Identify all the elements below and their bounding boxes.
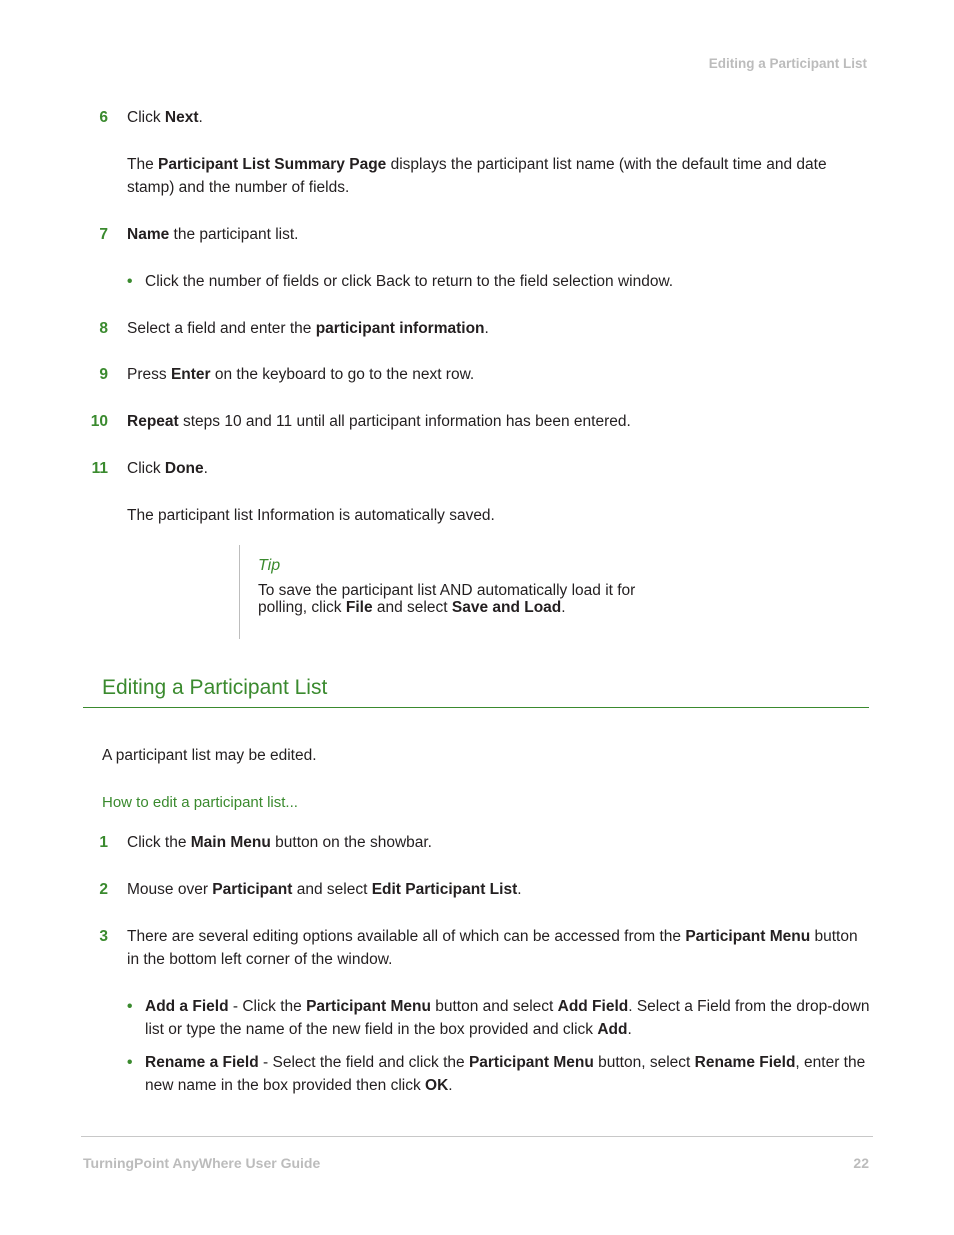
- procedure-heading: How to edit a participant list...: [102, 794, 298, 811]
- ui-term: Edit Participant List: [371, 881, 518, 898]
- bullet-marker: •: [127, 1054, 133, 1071]
- tip-callout: [239, 545, 658, 639]
- step-text: There are several editing options available all of which can be accessed from the Participant Menu button in the bottom left corner of the window.: [127, 928, 858, 968]
- step-number: 6: [99, 109, 108, 126]
- bullet-item: Click the number of fields or click Back to return to the field selection window.: [145, 273, 674, 290]
- bullet-item: Add a Field - Click the Participant Menu button and select Add Field. Select a Field from the drop-down list or type the name of the new field in the box provided and click Add.: [145, 998, 870, 1038]
- ui-term: participant information: [315, 320, 485, 337]
- step-text: Click Next.: [127, 109, 203, 126]
- step-number: 9: [99, 366, 108, 383]
- step-number: 7: [99, 226, 108, 243]
- ui-term: Participant Menu: [306, 998, 431, 1015]
- ui-term: Next: [164, 109, 199, 126]
- ui-term: Participant Menu: [468, 1054, 594, 1071]
- step-text: Click Done.: [127, 460, 208, 477]
- bullet-item: Rename a Field - Select the field and click the Participant Menu button, select Rename Field, enter the new name in the box provided then click OK.: [145, 1054, 866, 1094]
- step-text: Repeat steps 10 and 11 until all participant information has been entered.: [127, 413, 631, 430]
- ui-term: Add Field: [557, 998, 629, 1015]
- ui-term: Add: [597, 1021, 628, 1038]
- ui-term: Save and Load: [451, 599, 562, 616]
- running-head: Editing a Participant List: [708, 56, 867, 71]
- footer-divider: [81, 1136, 873, 1137]
- tip-label: Tip: [258, 557, 281, 574]
- step-number: 8: [99, 320, 108, 337]
- section-intro: A participant list may be edited.: [102, 747, 317, 764]
- step-text: Name the participant list.: [127, 226, 299, 243]
- tip-body: To save the participant list AND automatically load it for polling, click File and select Save and Load.: [258, 582, 636, 616]
- bullet-marker: •: [127, 273, 133, 290]
- ui-term: Rename Field: [694, 1054, 796, 1071]
- ui-term: Participant: [212, 881, 293, 898]
- step-note: The Participant List Summary Page displays the participant list name (with the default time and date stamp) and the number of fields.: [127, 156, 827, 196]
- step-text: Click the Main Menu button on the showbar.: [127, 834, 432, 851]
- ui-term: Participant Menu: [685, 928, 811, 945]
- ui-term: Add a Field: [145, 998, 229, 1015]
- ui-term: Name: [127, 226, 170, 243]
- ui-term: File: [345, 599, 373, 616]
- ui-term: Done: [164, 460, 204, 477]
- step-note: The participant list Information is automatically saved.: [127, 507, 495, 524]
- ui-term: Repeat: [127, 413, 179, 430]
- ui-term: Enter: [170, 366, 211, 383]
- ui-term: OK: [425, 1077, 449, 1094]
- page-number: 22: [853, 1155, 869, 1171]
- ui-term: Main Menu: [190, 834, 271, 851]
- step-text: Select a field and enter the participant information.: [127, 320, 489, 337]
- footer-title: TurningPoint AnyWhere User Guide: [83, 1155, 321, 1171]
- bullet-marker: •: [127, 998, 133, 1015]
- step-text: Press Enter on the keyboard to go to the next row.: [127, 366, 475, 383]
- step-number: 3: [99, 928, 108, 945]
- step-text: Mouse over Participant and select Edit Participant List.: [127, 881, 522, 898]
- ui-term: Rename a Field: [145, 1054, 259, 1071]
- section-divider: [83, 707, 869, 708]
- ui-term: Participant List Summary Page: [158, 156, 387, 173]
- step-number: 1: [99, 834, 108, 851]
- step-number: 11: [91, 460, 108, 477]
- section-heading: Editing a Participant List: [102, 676, 328, 699]
- step-number: 10: [90, 413, 108, 430]
- step-number: 2: [99, 881, 108, 898]
